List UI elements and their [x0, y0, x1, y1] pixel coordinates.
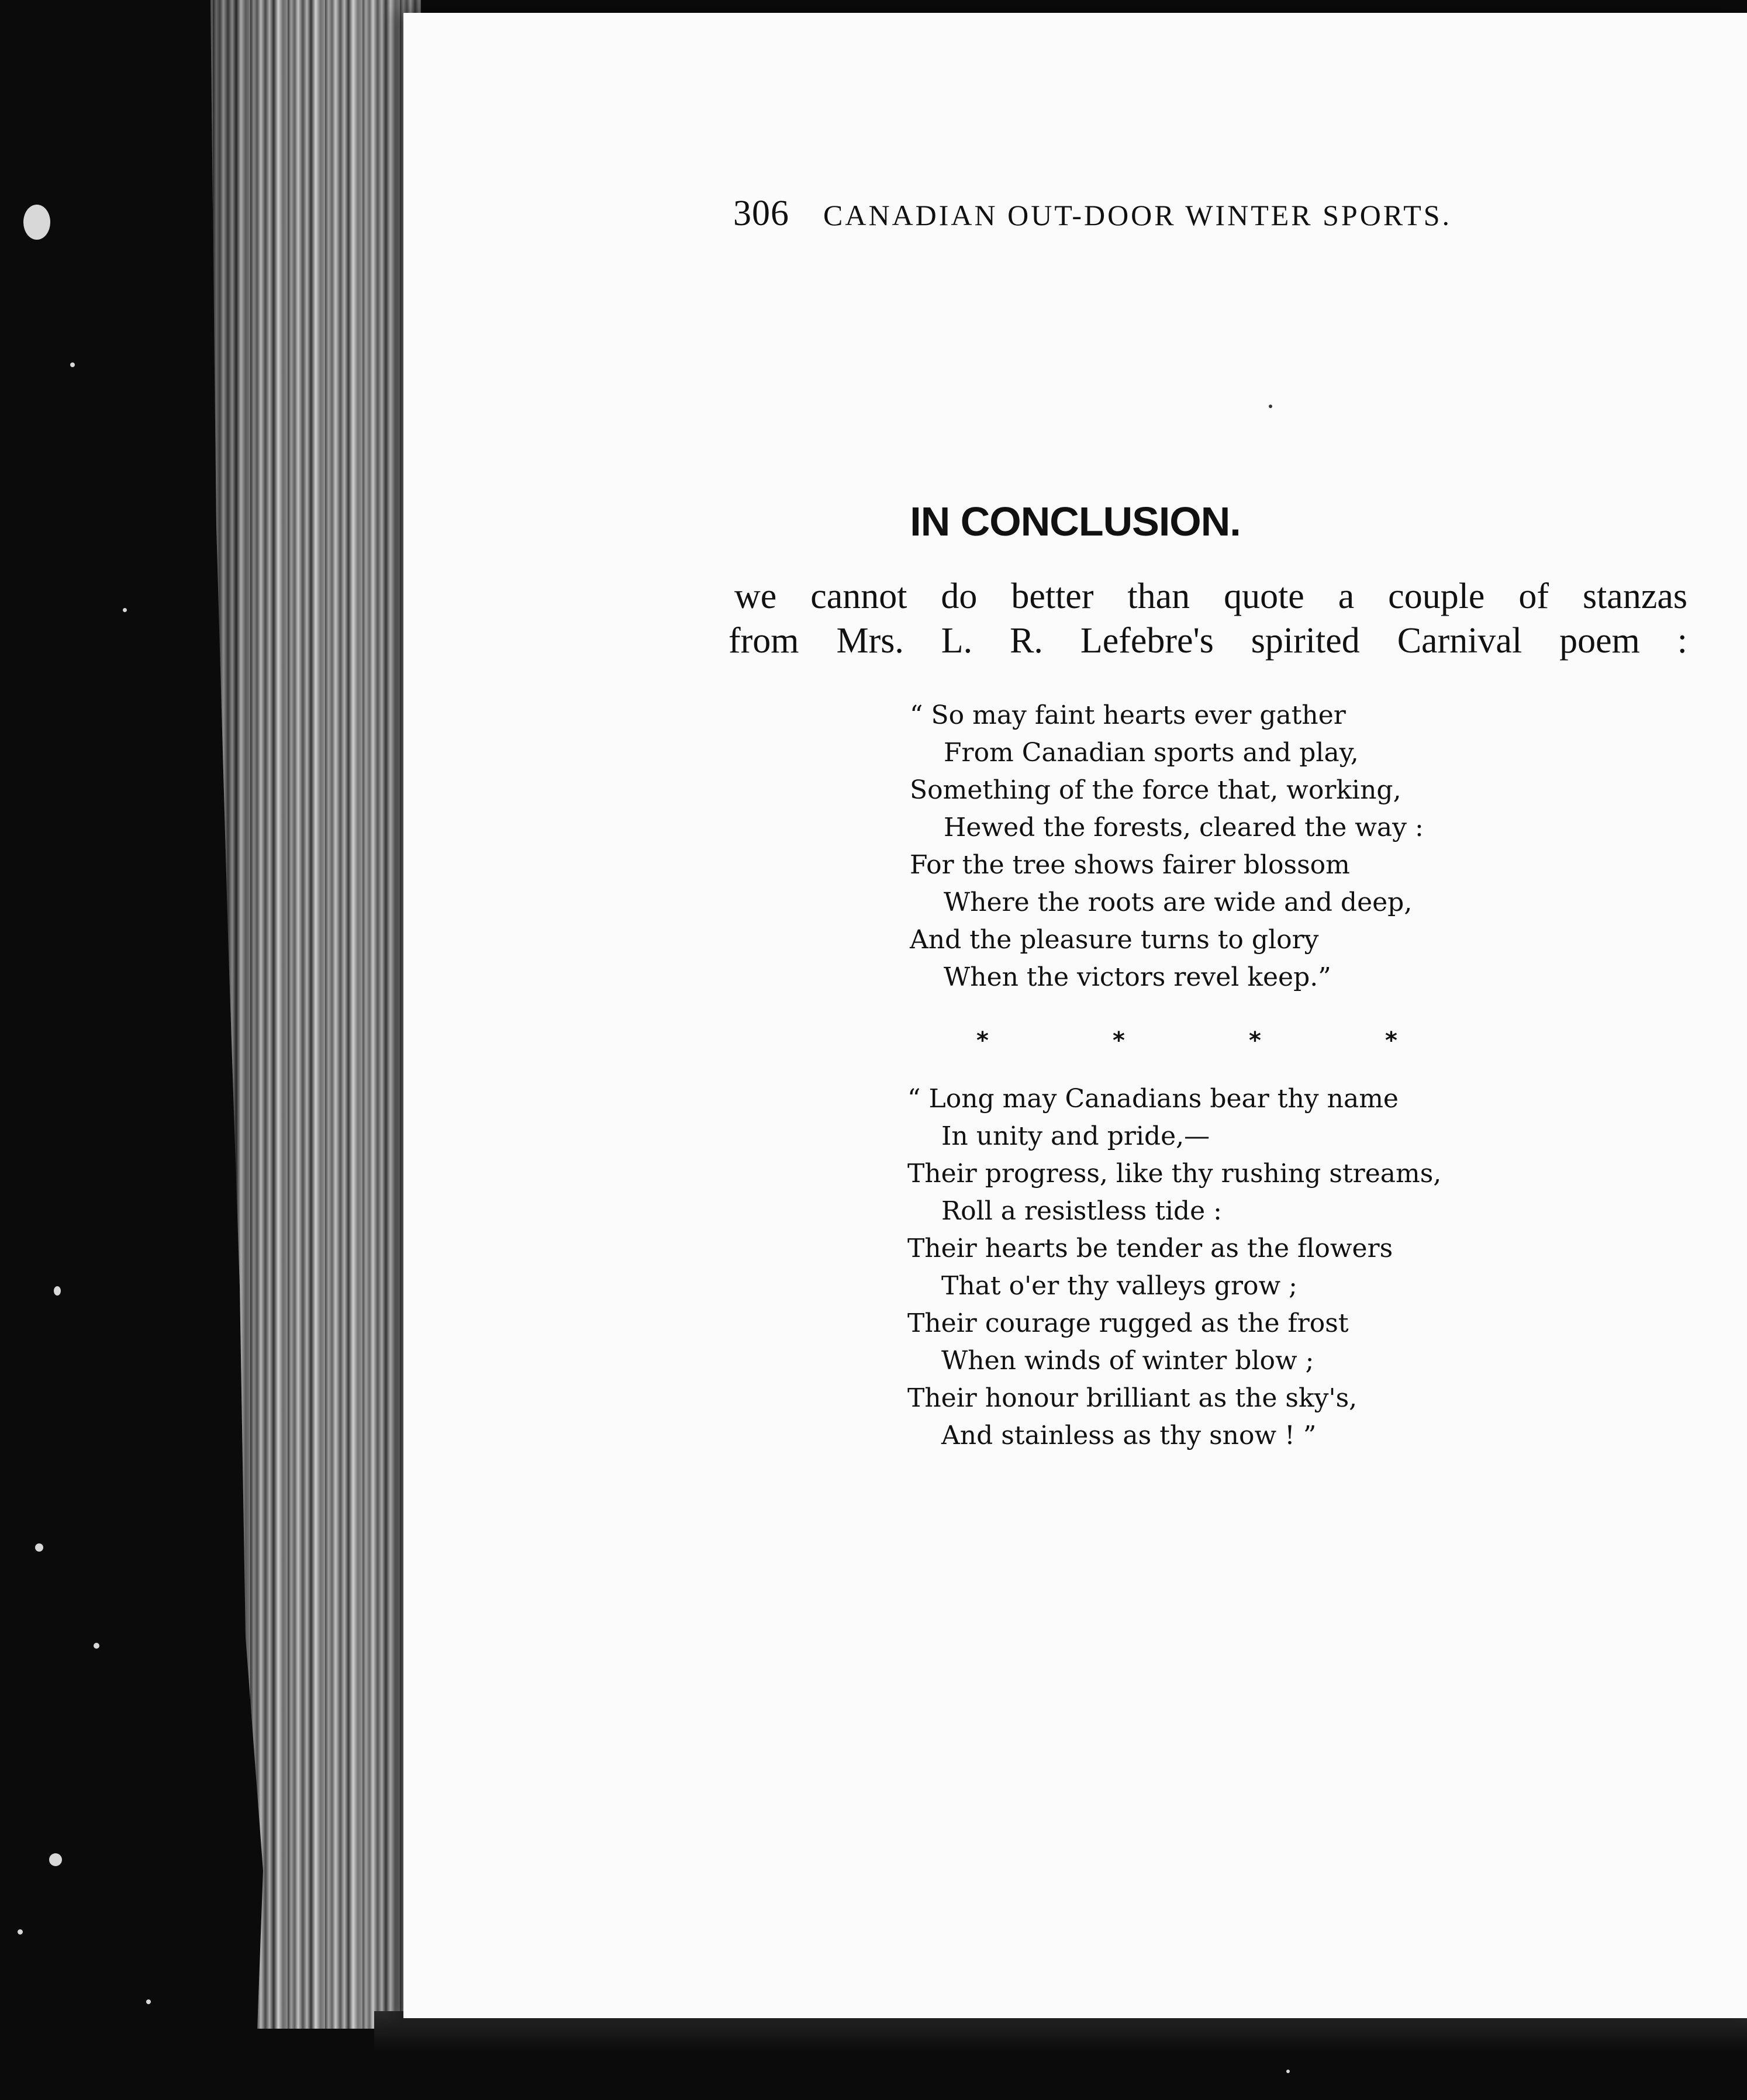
dust-speck [23, 205, 50, 240]
dust-speck [70, 362, 75, 367]
verse-line: Hewed the forests, cleared the way : [944, 813, 1424, 842]
poem-stanza-1 [910, 697, 1424, 996]
dust-speck [54, 1286, 61, 1296]
verse-line: “ Long may Canadians bear thy name [907, 1084, 1399, 1114]
book-page [403, 13, 1747, 2018]
section-title: IN CONCLUSION. [910, 499, 1241, 544]
verse-line: That o'er thy valleys grow ; [941, 1271, 1297, 1301]
verse-line: When the victors revel keep.” [944, 962, 1331, 992]
poem-stanza-2 [907, 1080, 1441, 1455]
intro-line: from Mrs. L. R. Lefebre's spirited Carnival poem : [729, 621, 1687, 661]
intro-paragraph [729, 574, 1687, 663]
asterisk: * [1113, 1027, 1125, 1054]
verse-line: Their hearts be tender as the flowers [907, 1234, 1393, 1263]
verse-line: Roll a resistless tide : [941, 1196, 1222, 1226]
asterisk: * [1249, 1027, 1261, 1054]
dust-speck [94, 1643, 99, 1649]
page-number: 306 [733, 194, 789, 233]
intro-line: we cannot do better than quote a couple of stanzas [734, 576, 1687, 616]
verse-line: And the pleasure turns to glory [910, 925, 1319, 955]
verse-line: Their progress, like thy rushing streams, [907, 1159, 1442, 1189]
dust-speck [123, 608, 127, 612]
dust-speck [146, 1999, 151, 2004]
verse-line: For the tree shows fairer blossom [910, 850, 1350, 880]
running-head: CANADIAN OUT-DOOR WINTER SPORTS. [823, 199, 1452, 232]
asterisk: * [976, 1027, 989, 1054]
dust-speck [35, 1543, 43, 1552]
verse-line: Something of the force that, working, [910, 775, 1401, 805]
book-fore-edge-shading [175, 0, 421, 2029]
page-header [733, 193, 1452, 234]
verse-line: And stainless as thy snow ! ” [941, 1421, 1317, 1450]
verse-line: When winds of winter blow ; [941, 1346, 1314, 1376]
verse-line: Their courage rugged as the frost [907, 1308, 1349, 1338]
asterisk: * [1385, 1027, 1397, 1054]
dust-speck [18, 1929, 23, 1935]
stanza-separator [976, 1027, 1397, 1054]
print-speck [1269, 405, 1272, 408]
verse-line: Where the roots are wide and deep, [944, 887, 1413, 917]
dust-speck [1286, 2070, 1290, 2073]
verse-line: In unity and pride,— [941, 1121, 1210, 1151]
verse-line: Their honour brilliant as the sky's, [907, 1383, 1358, 1413]
verse-line: From Canadian sports and play, [944, 738, 1359, 768]
dust-speck [49, 1853, 62, 1866]
verse-line: “ So may faint hearts ever gather [910, 700, 1346, 730]
